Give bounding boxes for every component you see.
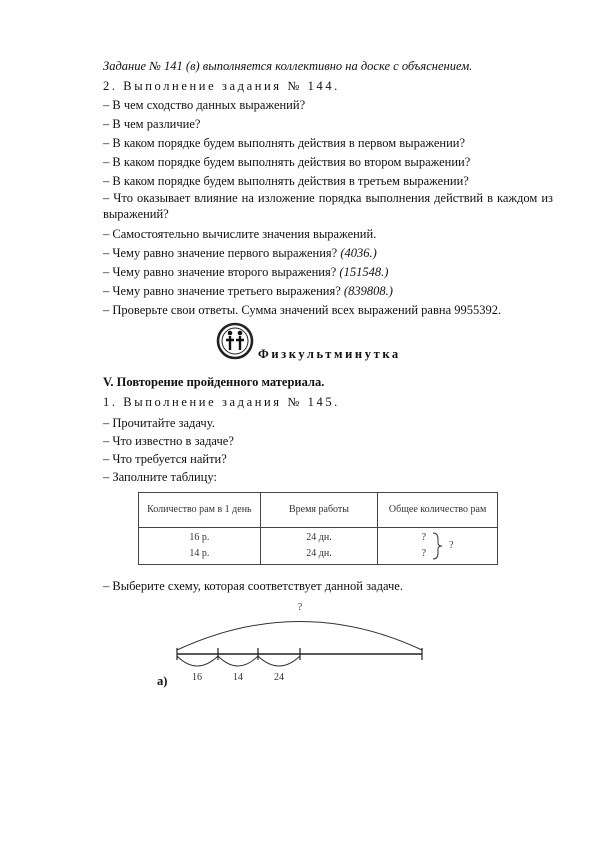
task-145-heading: 1. Выполнение задания № 145. [103, 395, 340, 409]
cell-total-frames: ? ? ? [378, 528, 498, 565]
header-work-time: Время работы [260, 493, 377, 528]
question-order-second: – В каком порядке будем выполнять действия во втором выражении? [103, 155, 471, 169]
total-question-mark: ? [449, 540, 454, 551]
question-known: – Что известно в задаче? [103, 434, 234, 448]
instruction-check: – Проверьте свои ответы. Сумма значений всех выражений равна 9955392. [103, 303, 502, 317]
fizkultminutka-heading: Физкультминутка [258, 347, 401, 361]
cell-work-time: 24 дн. 24 дн. [260, 528, 377, 565]
answer-second: (151548.) [339, 265, 389, 279]
section-5-heading: V. Повторение пройденного материала. [103, 375, 325, 389]
frames-table [138, 492, 498, 565]
instruction-choose-scheme: – Выберите схему, которая соответствует данной задаче. [103, 579, 403, 593]
instruction-fill-table: – Заполните таблицу: [103, 470, 217, 484]
answer-third: (839808.) [343, 284, 393, 298]
brace-icon [431, 531, 447, 561]
question-find: – Что требуется найти? [103, 452, 227, 466]
task-141-note: Задание № 141 (в) выполняется коллективно на доске с объяснением. [103, 59, 473, 73]
segment-label-16: 16 [192, 672, 202, 683]
answer-first: (4036.) [340, 246, 377, 260]
two-figures-in-circle-icon [216, 322, 254, 360]
question-third-value: – Чему равно значение третьего выражения? (839808.) [103, 284, 393, 298]
question-order-third: – В каком порядке будем выполнять действия в третьем выражении? [103, 174, 469, 188]
task-144-heading: 2. Выполнение задания № 144. [103, 79, 340, 93]
scheme-diagram [160, 598, 440, 688]
cell-frames-per-day: 16 р. 14 р. [139, 528, 261, 565]
segment-label-24: 24 [274, 672, 284, 683]
question-second-value: – Чему равно значение второго выражения? (151548.) [103, 265, 389, 279]
scheme-label-a: а) [157, 674, 168, 688]
header-frames-per-day: Количество рам в 1 день [139, 493, 261, 528]
question-difference: – В чем различие? [103, 117, 201, 131]
scheme-top-question: ? [297, 602, 303, 613]
question-order-first: – В каком порядке будем выполнять действия в первом выражении? [103, 136, 466, 150]
instruction-read-task: – Прочитайте задачу. [103, 416, 215, 430]
instruction-compute: – Самостоятельно вычислите значения выражений. [103, 227, 377, 241]
segment-label-14: 14 [233, 672, 243, 683]
question-influence: – Что оказывает влияние на изложение порядка выполнения действий в каждом из выражений? [103, 191, 553, 221]
question-similarity: – В чем сходство данных выражений? [103, 98, 306, 112]
question-first-value: – Чему равно значение первого выражения? (4036.) [103, 246, 377, 260]
header-total-frames: Общее количество рам [378, 493, 498, 528]
